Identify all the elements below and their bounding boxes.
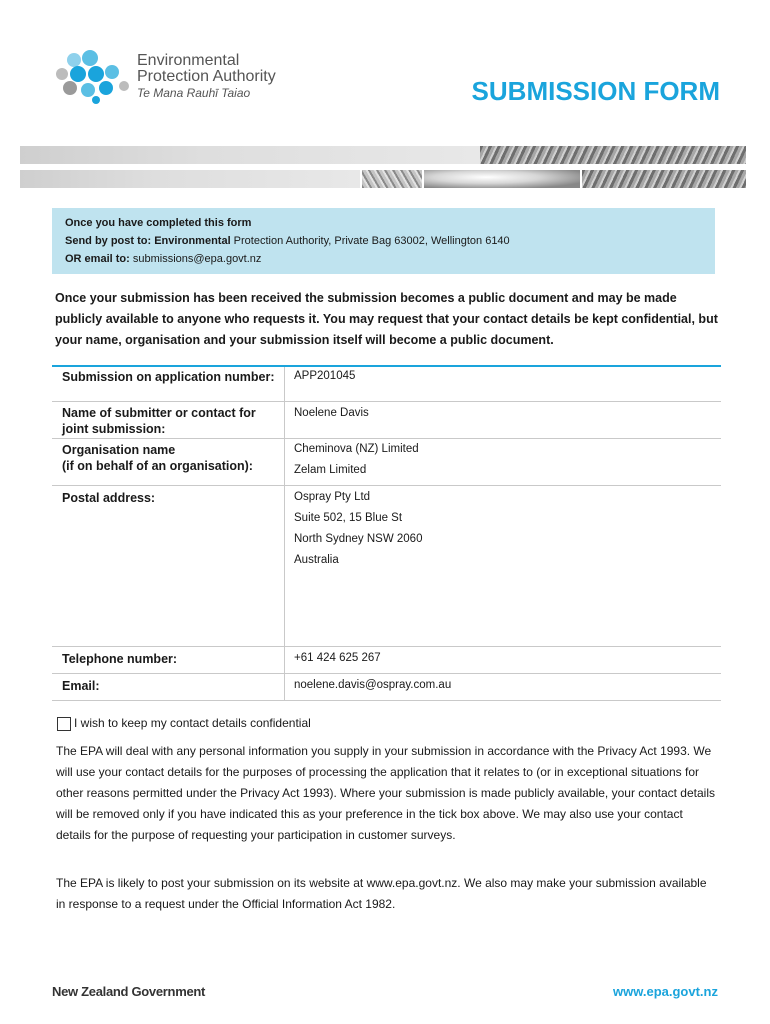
table-row-divider xyxy=(52,646,721,647)
email-label: OR email to: xyxy=(65,253,130,265)
post-address: Protection Authority, Private Bag 63002, Wellington 6140 xyxy=(230,235,510,247)
organisation-value[interactable] xyxy=(294,439,419,481)
telephone-value[interactable]: +61 424 625 267 xyxy=(294,652,381,664)
table-top-border xyxy=(52,365,721,367)
post-label: Send by post to: Environmental xyxy=(65,235,231,247)
organisation-label-line2: (if on behalf of an organisation): xyxy=(62,459,253,473)
org-name xyxy=(137,53,276,101)
page-title: SUBMISSION FORM xyxy=(471,76,720,106)
public-document-notice: Once your submission has been received the submission becomes a public document and may be made publicly available to anyone who requests it. You may request that your contact details be kept confidential, but your name, organisation and your submission itself will become a public document. xyxy=(55,291,718,347)
email-label: Email: xyxy=(62,679,100,693)
submitter-name-value[interactable]: Noelene Davis xyxy=(294,407,369,419)
org-name-maori: Te Mana Rauhī Taiao xyxy=(137,86,251,100)
postal-line: Ospray Pty Ltd xyxy=(294,491,371,503)
telephone-label: Telephone number: xyxy=(62,652,178,666)
instructions-heading: Once you have completed this form xyxy=(65,217,252,229)
postal-line: North Sydney NSW 2060 xyxy=(294,533,423,545)
email-instructions xyxy=(65,253,261,265)
postal-line: Australia xyxy=(294,554,339,566)
post-instructions xyxy=(65,235,510,247)
privacy-paragraph: The EPA will deal with any personal information you supply in your submission in accordance with the Privacy Act 1993. We will use your contact details for the purposes of processing the application that it relates to (or in exceptional situations for other reasons permitted under the Privacy Act 1993). Where your submission is made publicly available, your contact details will be removed only if you have indicated this as your preference in the tick box above. We may also use your contact details for the purpose of requesting your participation in customer surveys. xyxy=(56,744,715,842)
application-number-label: Submission on application number: xyxy=(62,370,275,384)
org-name-line2: Protection Authority xyxy=(137,68,276,85)
postal-address-value[interactable] xyxy=(294,487,422,571)
org-name-line1: Environmental xyxy=(137,52,240,69)
banner-image-texture xyxy=(362,170,422,188)
banner-image-fern xyxy=(582,170,746,188)
banner-stripe-top xyxy=(20,146,480,164)
confidential-checkbox[interactable] xyxy=(57,717,71,731)
table-row-divider xyxy=(52,673,721,674)
organisation-value-line2: Zelam Limited xyxy=(294,464,367,476)
banner-stripe-bottom xyxy=(20,170,360,188)
table-row-divider xyxy=(52,485,721,486)
website-link[interactable]: www.epa.govt.nz xyxy=(613,984,718,999)
table-bottom-border xyxy=(52,700,721,701)
instructions-box xyxy=(52,208,715,274)
banner-image-landscape xyxy=(480,146,746,164)
table-row-divider xyxy=(52,401,721,402)
nz-government-logo: New Zealand Government xyxy=(52,984,206,999)
application-number-value[interactable]: APP201045 xyxy=(294,370,356,382)
submitter-name-label: Name of submitter or contact for joint submission: xyxy=(62,406,256,436)
website-paragraph: The EPA is likely to post your submission on its website at www.epa.govt.nz. We also may make your submission available in response to a request under the Official Information Act 1982. xyxy=(56,876,707,911)
postal-address-label: Postal address: xyxy=(62,491,156,505)
organisation-value-line1: Cheminova (NZ) Limited xyxy=(294,443,419,455)
table-column-divider xyxy=(284,367,285,701)
email-value[interactable]: noelene.davis@ospray.com.au xyxy=(294,679,452,691)
confidential-checkbox-label: I wish to keep my contact details confidential xyxy=(74,716,311,730)
submission-email[interactable]: submissions@epa.govt.nz xyxy=(129,253,262,265)
organisation-label xyxy=(62,442,277,474)
banner-image-clouds xyxy=(424,170,580,188)
organisation-label-line1: Organisation name xyxy=(62,443,176,457)
postal-line: Suite 502, 15 Blue St xyxy=(294,512,403,524)
